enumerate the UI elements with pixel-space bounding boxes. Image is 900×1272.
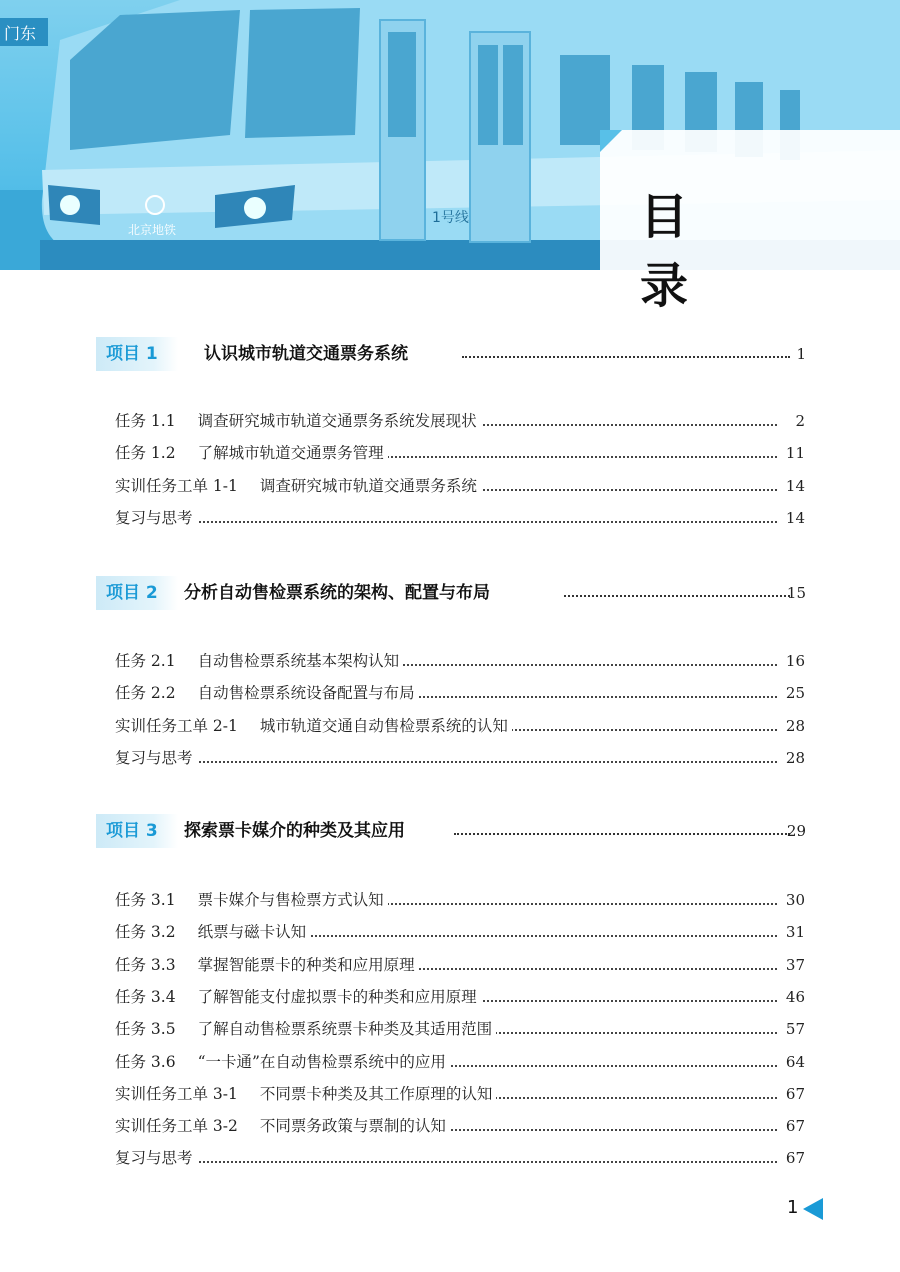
entry-label	[115, 950, 419, 980]
entry-code: 实训任务工单 1-1	[115, 476, 238, 495]
toc-entry[interactable]	[115, 1111, 805, 1141]
section-heading[interactable]	[96, 576, 816, 610]
entry-label	[115, 503, 197, 533]
project-label: 项目 1	[96, 337, 178, 371]
entry-title: 票卡媒介与售检票方式认知	[197, 891, 384, 909]
entry-title: 城市轨道交通自动售检票系统的认知	[259, 716, 508, 735]
toc-entry[interactable]	[115, 646, 805, 676]
entry-code: 任务 3.6	[115, 1052, 176, 1071]
entry-code: 任务 3.5	[115, 1020, 176, 1039]
entry-label	[115, 711, 512, 741]
toc-entry[interactable]	[115, 1143, 805, 1173]
page-arrow-icon	[803, 1198, 823, 1220]
leader-dots	[175, 1161, 777, 1163]
entry-code: 任务 3.3	[115, 955, 176, 974]
entry-title: 了解自动售检票系统票卡种类及其适用范围	[197, 1020, 493, 1039]
page-ref: 46	[785, 987, 805, 1006]
station-sign: 门东	[4, 24, 37, 43]
entry-title: 掌握智能票卡的种类和应用原理	[197, 955, 415, 974]
page-ref: 37	[785, 955, 805, 974]
entry-title: 了解城市轨道交通票务管理	[197, 444, 384, 463]
toc-entry[interactable]	[115, 1047, 805, 1077]
toc-entry[interactable]	[115, 503, 805, 533]
project-label: 项目 3	[96, 814, 178, 848]
page-ref: 30	[785, 891, 805, 909]
entry-label	[115, 406, 481, 436]
entry-code: 任务 1.1	[115, 412, 176, 430]
project-title: 认识城市轨道交通票务系统	[204, 337, 414, 371]
page-ref: 28	[785, 748, 805, 767]
toc-entry[interactable]	[115, 1014, 805, 1044]
page-ref: 31	[785, 923, 805, 942]
leader-dots	[175, 521, 777, 523]
section-heading[interactable]	[96, 814, 816, 848]
entry-label	[115, 982, 481, 1012]
page-ref: 16	[785, 652, 805, 670]
page-ref: 67	[785, 1149, 805, 1168]
page-ref: 29	[786, 822, 806, 840]
leader-dots	[175, 761, 777, 763]
entry-label	[115, 1079, 496, 1109]
entry-label	[115, 1014, 496, 1044]
project-title: 探索票卡媒介的种类及其应用	[184, 814, 411, 848]
page-ref: 14	[785, 508, 805, 527]
leader-dots	[454, 833, 790, 835]
page-title: 目 录	[640, 189, 749, 314]
page-ref: 11	[785, 444, 805, 463]
entry-title: 不同票务政策与票制的认知	[259, 1117, 446, 1136]
entry-label	[115, 1111, 450, 1141]
page-ref: 57	[785, 1020, 805, 1039]
entry-code: 任务 2.1	[115, 652, 176, 670]
entry-title: 了解智能支付虚拟票卡的种类和应用原理	[197, 987, 477, 1006]
entry-code: 复习与思考	[115, 748, 193, 767]
entry-label	[115, 743, 197, 773]
page-ref: 2	[795, 412, 805, 430]
page-ref: 64	[785, 1052, 805, 1071]
toc-entry[interactable]	[115, 678, 805, 708]
train-logo-text: 北京地铁	[128, 223, 177, 237]
entry-code: 复习与思考	[115, 508, 193, 527]
entry-label	[115, 885, 388, 915]
toc-entry[interactable]	[115, 711, 805, 741]
entry-code: 任务 3.4	[115, 987, 176, 1006]
page-ref: 15	[786, 584, 806, 602]
toc-entry[interactable]	[115, 1079, 805, 1109]
entry-label	[115, 1143, 197, 1173]
page-number: 1	[787, 1197, 799, 1218]
entry-title: 调查研究城市轨道交通票务系统发展现状	[197, 412, 477, 430]
entry-code: 实训任务工单 3-2	[115, 1117, 238, 1136]
entry-title: 纸票与磁卡认知	[197, 923, 307, 942]
leader-dots	[564, 595, 790, 597]
entry-title: 自动售检票系统基本架构认知	[197, 652, 400, 670]
toc-entry[interactable]	[115, 743, 805, 773]
page-ref: 1	[796, 345, 806, 363]
toc-entry[interactable]	[115, 406, 805, 436]
entry-label	[115, 438, 388, 468]
entry-title: 不同票卡种类及其工作原理的认知	[259, 1084, 493, 1103]
entry-code: 任务 1.2	[115, 444, 176, 463]
leader-dots	[462, 356, 790, 358]
page-ref: 28	[785, 716, 805, 735]
page-ref: 67	[785, 1117, 805, 1136]
entry-label	[115, 917, 310, 947]
page-ref: 14	[785, 476, 805, 495]
toc-entry[interactable]	[115, 950, 805, 980]
train-line-text: 1号线	[432, 210, 469, 226]
toc-entry[interactable]	[115, 885, 805, 915]
entry-title: “一卡通”在自动售检票系统中的应用	[197, 1052, 446, 1071]
page-ref: 67	[785, 1084, 805, 1103]
page-ref: 25	[785, 684, 805, 703]
toc-entry[interactable]	[115, 438, 805, 468]
entry-code: 任务 2.2	[115, 684, 176, 703]
entry-label	[115, 678, 419, 708]
toc-entry[interactable]	[115, 982, 805, 1012]
entry-code: 任务 3.1	[115, 891, 176, 909]
project-label: 项目 2	[96, 576, 178, 610]
entry-title: 自动售检票系统设备配置与布局	[197, 684, 415, 703]
entry-label	[115, 1047, 450, 1077]
toc-entry[interactable]	[115, 471, 805, 501]
project-title: 分析自动售检票系统的架构、配置与布局	[184, 576, 496, 610]
entry-label	[115, 471, 481, 501]
entry-label	[115, 646, 403, 676]
entry-title: 调查研究城市轨道交通票务系统	[259, 476, 477, 495]
section-heading[interactable]	[96, 337, 816, 371]
entry-code: 复习与思考	[115, 1149, 193, 1168]
entry-code: 实训任务工单 3-1	[115, 1084, 238, 1103]
entry-code: 任务 3.2	[115, 923, 176, 942]
toc-entry[interactable]	[115, 917, 805, 947]
entry-code: 实训任务工单 2-1	[115, 716, 238, 735]
